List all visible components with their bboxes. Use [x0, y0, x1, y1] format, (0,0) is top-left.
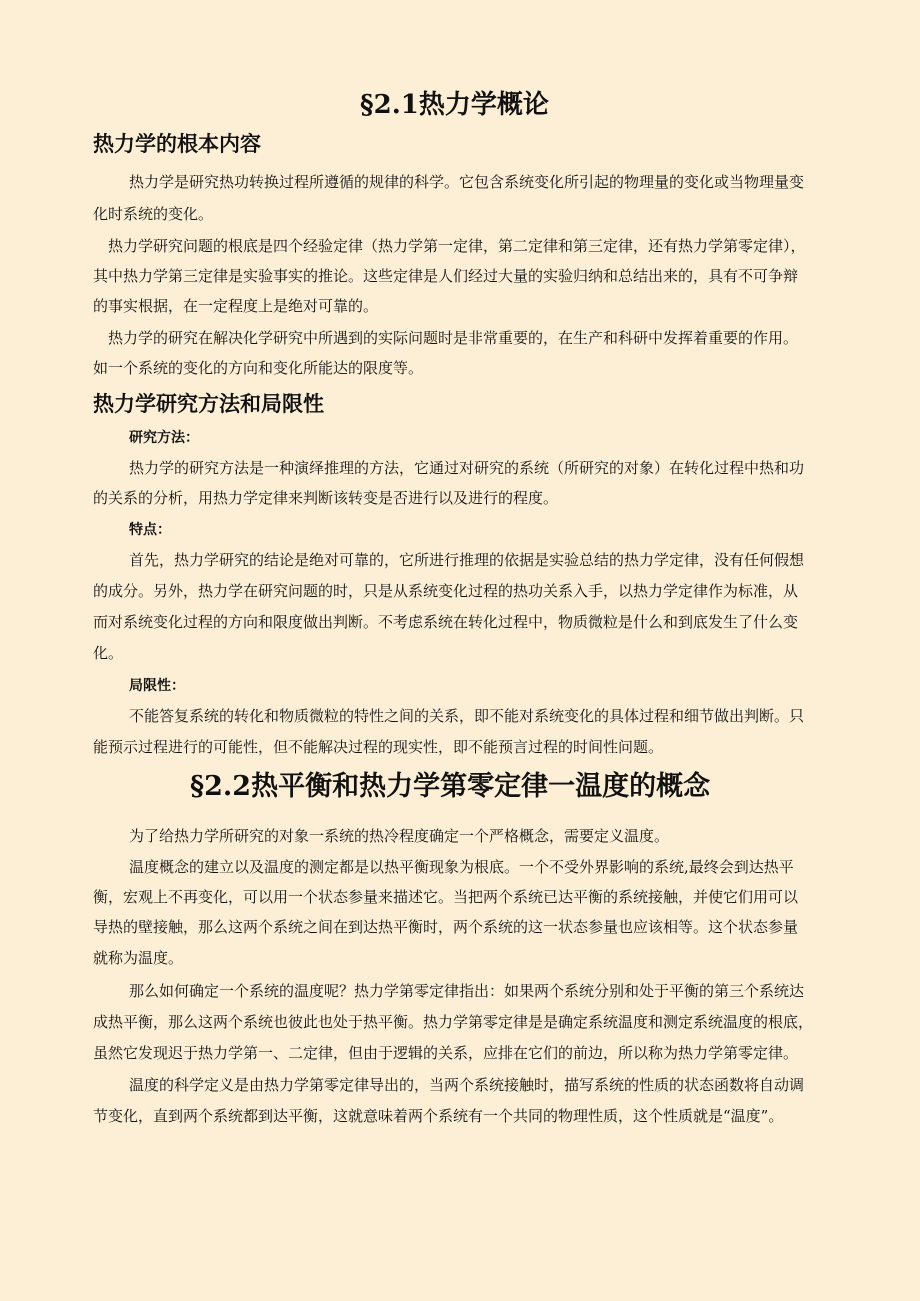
- heading-method-limitations: 热力学研究方法和局限性: [93, 391, 324, 416]
- paragraph-line: 温度概念的建立以及温度的测定都是以热平衡现象为根底。一个不受外界影响的系统,最终会到达热平: [129, 858, 794, 876]
- paragraph-line: 导热的壁接触，那么这两个系统之间在到达热平衡时，两个系统的这一状态参量也应该相等。这个状态参量: [93, 918, 799, 936]
- paragraph-line: 节变化，直到两个系统都到达平衡，这就意味着两个系统有一个共同的物理性质，这个性质就是“温度”。: [93, 1107, 784, 1125]
- paragraph-line: 化。: [93, 644, 124, 662]
- paragraph-line: 就称为温度。: [93, 949, 184, 967]
- label-feature: 特点：: [129, 522, 171, 538]
- paragraph-line: 热力学的研究方法是一种演绎推理的方法，它通过对研究的系统（所研究的对象）在转化过程中热和功: [129, 459, 805, 477]
- paragraph-line: 热力学是研究热功转换过程所遵循的规律的科学。它包含系统变化所引起的物理量的变化或当物理量变: [129, 173, 805, 191]
- paragraph-line: 成热平衡，那么这两个系统也彼此也处于热平衡。热力学第零定律是是确定系统温度和测定系统温度的根底，: [93, 1013, 814, 1031]
- paragraph-line: 不能答复系统的转化和物质微粒的特性之间的关系，即不能对系统变化的具体过程和细节做出判断。只: [129, 707, 805, 725]
- paragraph-line: 的事实根据，在一定程度上是绝对可靠的。: [93, 297, 379, 315]
- label-limitation: 局限性：: [129, 678, 185, 694]
- section-2-title: §2.2热平衡和热力学第零定律一温度的概念: [190, 771, 711, 802]
- paragraph-line: 虽然它发现迟于热力学第一、二定律，但由于逻辑的关系，应排在它们的前边，所以称为热力学第零定律。: [93, 1044, 799, 1062]
- paragraph-line: 热力学研究问题的根底是四个经验定律（热力学第一定律，第二定律和第三定律，还有热力学第零定律），: [108, 237, 806, 255]
- paragraph-line: 那么如何确定一个系统的温度呢？热力学第零定律指出：如果两个系统分别和处于平衡的第三个系统达: [129, 982, 805, 1000]
- paragraph-line: 化时系统的变化。: [93, 205, 214, 223]
- paragraph-line: 热力学的研究在解决化学研究中所遇到的实际问题时是非常重要的，在生产和科研中发挥着重要的作用。: [108, 329, 799, 347]
- label-method: 研究方法：: [129, 430, 199, 446]
- paragraph-line: 其中热力学第三定律是实验事实的推论。这些定律是人们经过大量的实验归纳和总结出来的，具有不可争辩: [93, 267, 799, 285]
- paragraph-line: 首先，热力学研究的结论是绝对可靠的，它所进行推理的依据是实验总结的热力学定律，没有任何假想: [129, 551, 805, 569]
- section-1-title: §2.1热力学概论: [360, 90, 549, 120]
- heading-basic-content: 热力学的根本内容: [93, 131, 261, 156]
- paragraph-line: 而对系统变化过程的方向和限度做出判断。不考虑系统在转化过程中，物质微粒是什么和到底发生了什么变: [93, 613, 799, 631]
- paragraph-line: 能预示过程进行的可能性，但不能解决过程的现实性，即不能预言过程的时间性问题。: [93, 738, 664, 756]
- paragraph-line: 为了给热力学所研究的对象一系统的热冷程度确定一个严格概念，需要定义温度。: [129, 827, 670, 845]
- paragraph-line: 如一个系统的变化的方向和变化所能达的限度等。: [93, 359, 424, 377]
- paragraph-line: 衡，宏观上不再变化，可以用一个状态参量来描述它。当把两个系统已达平衡的系统接触，并使它们用可以: [93, 888, 799, 906]
- paragraph-line: 的关系的分析，用热力学定律来判断该转变是否进行以及进行的程度。: [93, 489, 559, 507]
- paragraph-line: 的成分。另外，热力学在研究问题的时，只是从系统变化过程的热功关系入手，以热力学定律作为标准，从: [93, 582, 799, 600]
- paragraph-line: 温度的科学定义是由热力学第零定律导出的，当两个系统接触时，描写系统的性质的状态函数将自动调: [129, 1076, 805, 1094]
